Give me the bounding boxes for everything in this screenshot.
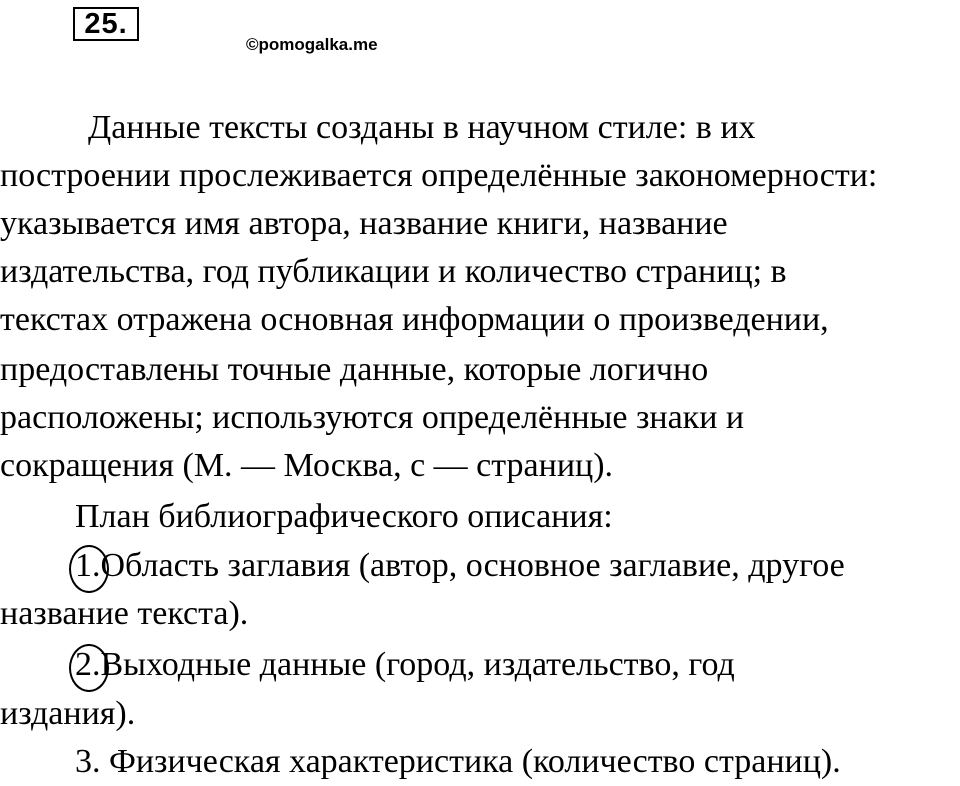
plan-item-2 [75, 641, 735, 689]
plan-item-continuation: название текста). [0, 595, 249, 632]
text-line: сокращения (М. — Москва, с — страниц). [0, 447, 614, 484]
text-line: указывается имя автора, название книги, название [0, 205, 728, 242]
plan-item-number: 3. [75, 743, 101, 780]
circled-number: 2. [75, 641, 101, 689]
plan-item-text: Область заглавия (автор, основное заглавие, другое [100, 547, 845, 584]
text-line: текстах отражена основная информации о произведении, [0, 301, 829, 338]
plan-heading: План библиографического описания: [75, 498, 613, 535]
text-line: построении прослеживается определённые закономерности: [0, 157, 878, 194]
text-line: расположены; используются определённые знаки и [0, 399, 745, 436]
text-line: Данные тексты созданы в научном стиле: в их [88, 109, 756, 146]
plan-item-text: Физическая характеристика (количество страниц). [109, 743, 841, 780]
plan-item-3 [75, 738, 841, 786]
task-number: 25. [73, 7, 139, 41]
plan-item-text: Выходные данные (город, издательство, год [100, 646, 735, 683]
circled-number: 1. [75, 542, 101, 590]
text-line: издательства, год публикации и количество страниц; в [0, 253, 787, 290]
text-line: предоставлены точные данные, которые логично [0, 351, 709, 388]
plan-item-1 [75, 542, 845, 590]
plan-item-continuation: издания). [0, 695, 136, 732]
watermark: ©pomogalka.me [246, 35, 378, 54]
